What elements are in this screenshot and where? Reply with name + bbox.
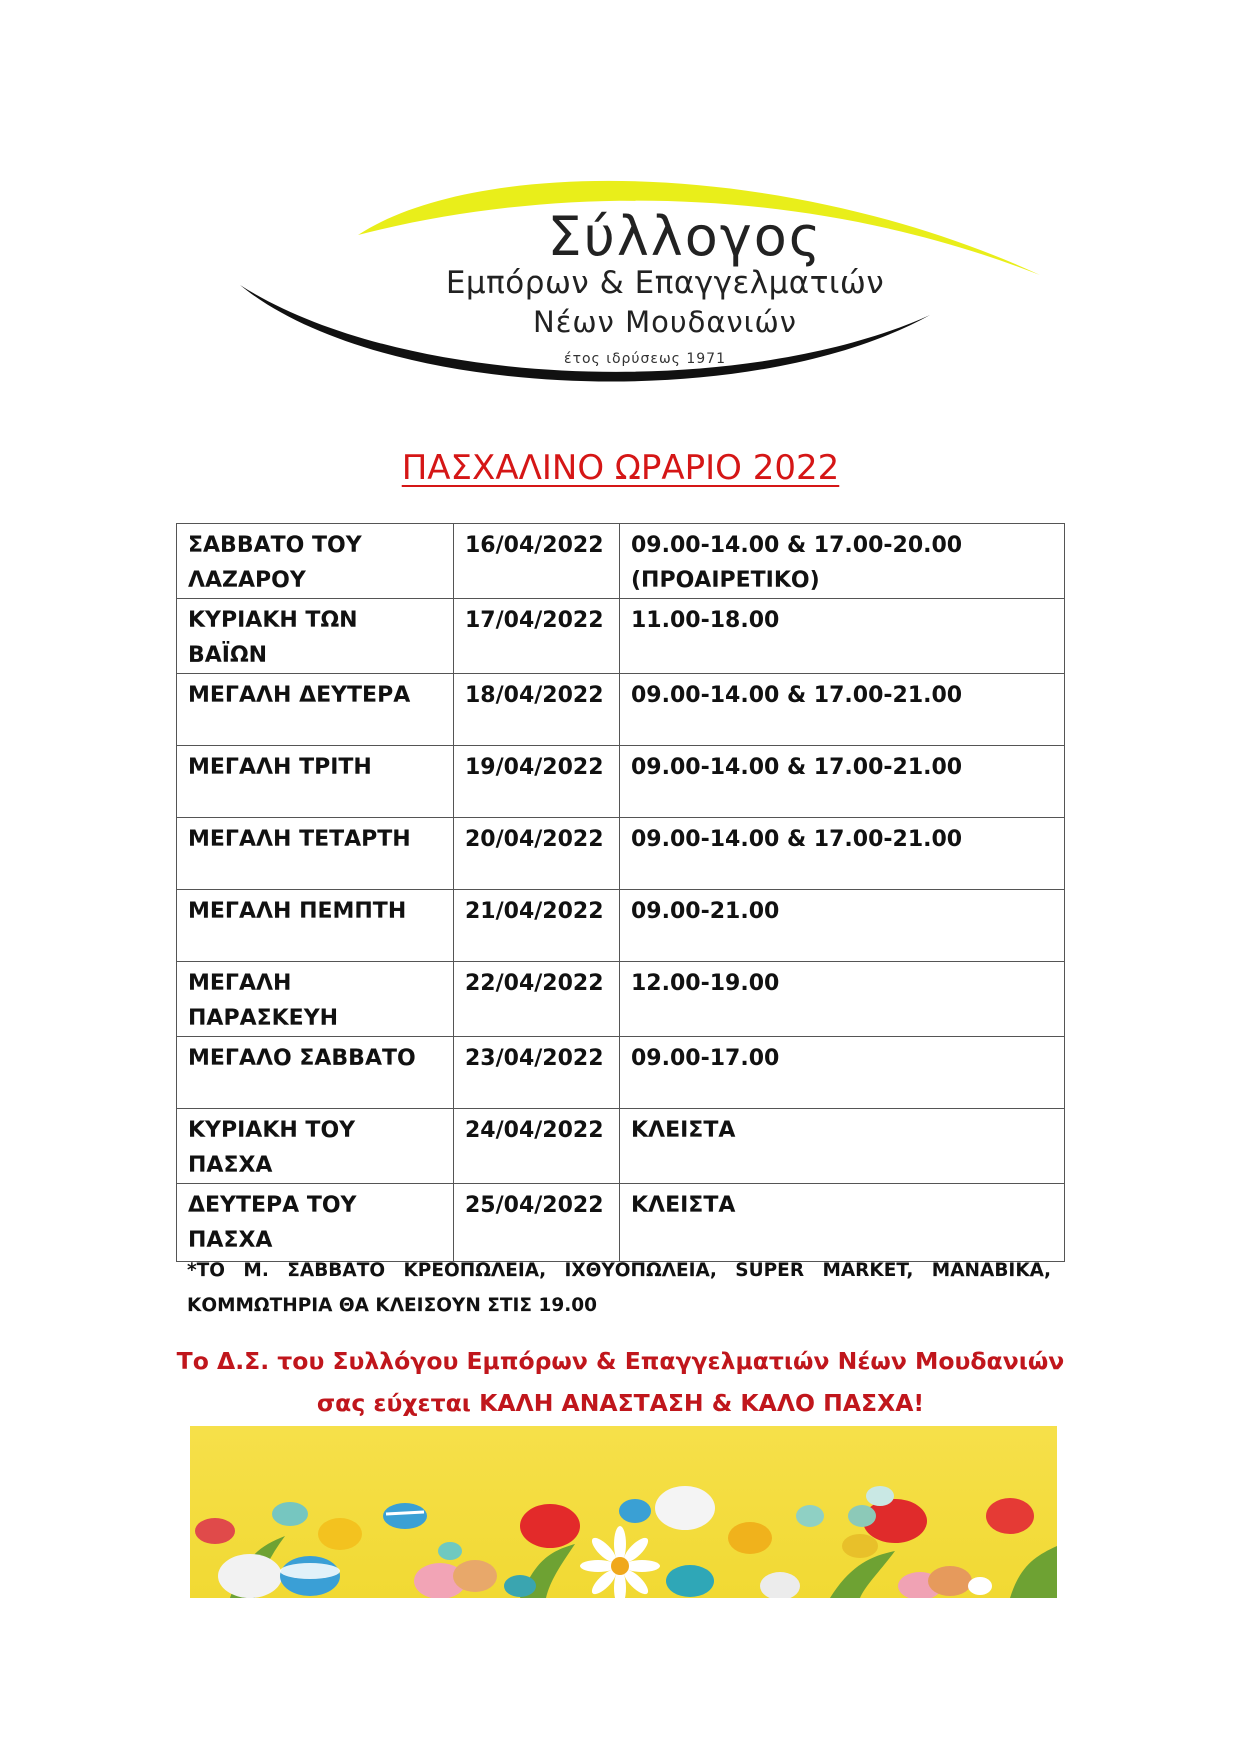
schedule-row — [177, 746, 1065, 818]
schedule-hours-cell: 09.00-14.00 & 17.00-20.00 (ΠΡΟΑΙΡΕΤΙΚΟ) — [620, 524, 1065, 599]
schedule-row — [177, 818, 1065, 890]
schedule-date-cell: 19/04/2022 — [454, 746, 620, 818]
schedule-day-cell: ΣΑΒΒΑΤΟ ΤΟΥ ΛΑΖΑΡΟΥ — [177, 524, 454, 599]
logo-subtitle: Εμπόρων & Επαγγελματιών — [445, 265, 885, 301]
schedule-day-cell: ΜΕΓΑΛΗ ΠΕΜΠΤΗ — [177, 890, 454, 962]
wishes-line-2: σας εύχεται ΚΑΛΗ ΑΝΑΣΤΑΣΗ & ΚΑΛΟ ΠΑΣΧΑ! — [316, 1389, 925, 1417]
schedule-day-cell: ΜΕΓΑΛΗ ΤΡΙΤΗ — [177, 746, 454, 818]
schedule-day-cell: ΜΕΓΑΛΗ ΔΕΥΤΕΡΑ — [177, 674, 454, 746]
schedule-hours-cell: 09.00-14.00 & 17.00-21.00 — [620, 674, 1065, 746]
schedule-row — [177, 1037, 1065, 1109]
schedule-table-body — [177, 524, 1065, 1262]
logo-founding-year: έτος ιδρύσεως 1971 — [564, 351, 726, 367]
schedule-date-cell: 21/04/2022 — [454, 890, 620, 962]
logo-subtitle-town: Νέων Μουδανιών — [533, 305, 797, 339]
schedule-row — [177, 962, 1065, 1037]
schedule-date-cell: 24/04/2022 — [454, 1109, 620, 1184]
schedule-date-cell: 22/04/2022 — [454, 962, 620, 1037]
schedule-row — [177, 1184, 1065, 1262]
schedule-row — [177, 1109, 1065, 1184]
schedule-hours-cell: 09.00-21.00 — [620, 890, 1065, 962]
schedule-date-cell: 18/04/2022 — [454, 674, 620, 746]
schedule-hours-cell: 12.00-19.00 — [620, 962, 1065, 1037]
easter-eggs-illustration — [190, 1426, 1057, 1598]
schedule-day-cell: ΜΕΓΑΛΗ ΠΑΡΑΣΚΕΥΗ — [177, 962, 454, 1037]
schedule-hours-cell: 09.00-14.00 & 17.00-21.00 — [620, 818, 1065, 890]
schedule-row — [177, 524, 1065, 599]
schedule-day-cell: ΜΕΓΑΛΟ ΣΑΒΒΑΤΟ — [177, 1037, 454, 1109]
schedule-day-cell: ΔΕΥΤΕΡΑ ΤΟΥ ΠΑΣΧΑ — [177, 1184, 454, 1262]
wishes-line-1: Το Δ.Σ. του Συλλόγου Εμπόρων & Επαγγελματιών Νέων Μουδανιών — [176, 1347, 1065, 1375]
schedule-hours-cell: 09.00-17.00 — [620, 1037, 1065, 1109]
schedule-row — [177, 599, 1065, 674]
closing-note: *ΤΟ Μ. ΣΑΒΒΑΤΟ ΚΡΕΟΠΩΛΕΙΑ, ΙΧΘΥΟΠΩΛΕΙΑ, SUPER MARKET, ΜΑΝΑΒΙΚΑ, ΚΟΜΜΩΤΗΡΙΑ ΘΑ ΚΛΕΙΣΟΥΝ ΣΤΙΣ 19.00 — [187, 1260, 1051, 1316]
schedule-date-cell: 17/04/2022 — [454, 599, 620, 674]
schedule-date-cell: 23/04/2022 — [454, 1037, 620, 1109]
page-title: ΠΑΣΧΑΛΙΝΟ ΩΡΑΡΙΟ 2022 — [401, 448, 840, 488]
schedule-day-cell: ΚΥΡΙΑΚΗ ΤΩΝ ΒΑΪΩΝ — [177, 599, 454, 674]
logo-title: Σύλλογος — [547, 205, 823, 268]
easter-eggs-banner-image — [190, 1426, 1057, 1598]
schedule-day-cell: ΚΥΡΙΑΚΗ ΤΟΥ ΠΑΣΧΑ — [177, 1109, 454, 1184]
association-logo — [230, 165, 1060, 415]
schedule-hours-cell: ΚΛΕΙΣΤΑ — [620, 1109, 1065, 1184]
schedule-table — [176, 523, 1065, 1262]
schedule-hours-cell: 09.00-14.00 & 17.00-21.00 — [620, 746, 1065, 818]
schedule-date-cell: 25/04/2022 — [454, 1184, 620, 1262]
schedule-day-cell: ΜΕΓΑΛΗ ΤΕΤΑΡΤΗ — [177, 818, 454, 890]
schedule-date-cell: 16/04/2022 — [454, 524, 620, 599]
schedule-row — [177, 890, 1065, 962]
schedule-row — [177, 674, 1065, 746]
schedule-hours-cell: 11.00-18.00 — [620, 599, 1065, 674]
schedule-date-cell: 20/04/2022 — [454, 818, 620, 890]
schedule-hours-cell: ΚΛΕΙΣΤΑ — [620, 1184, 1065, 1262]
